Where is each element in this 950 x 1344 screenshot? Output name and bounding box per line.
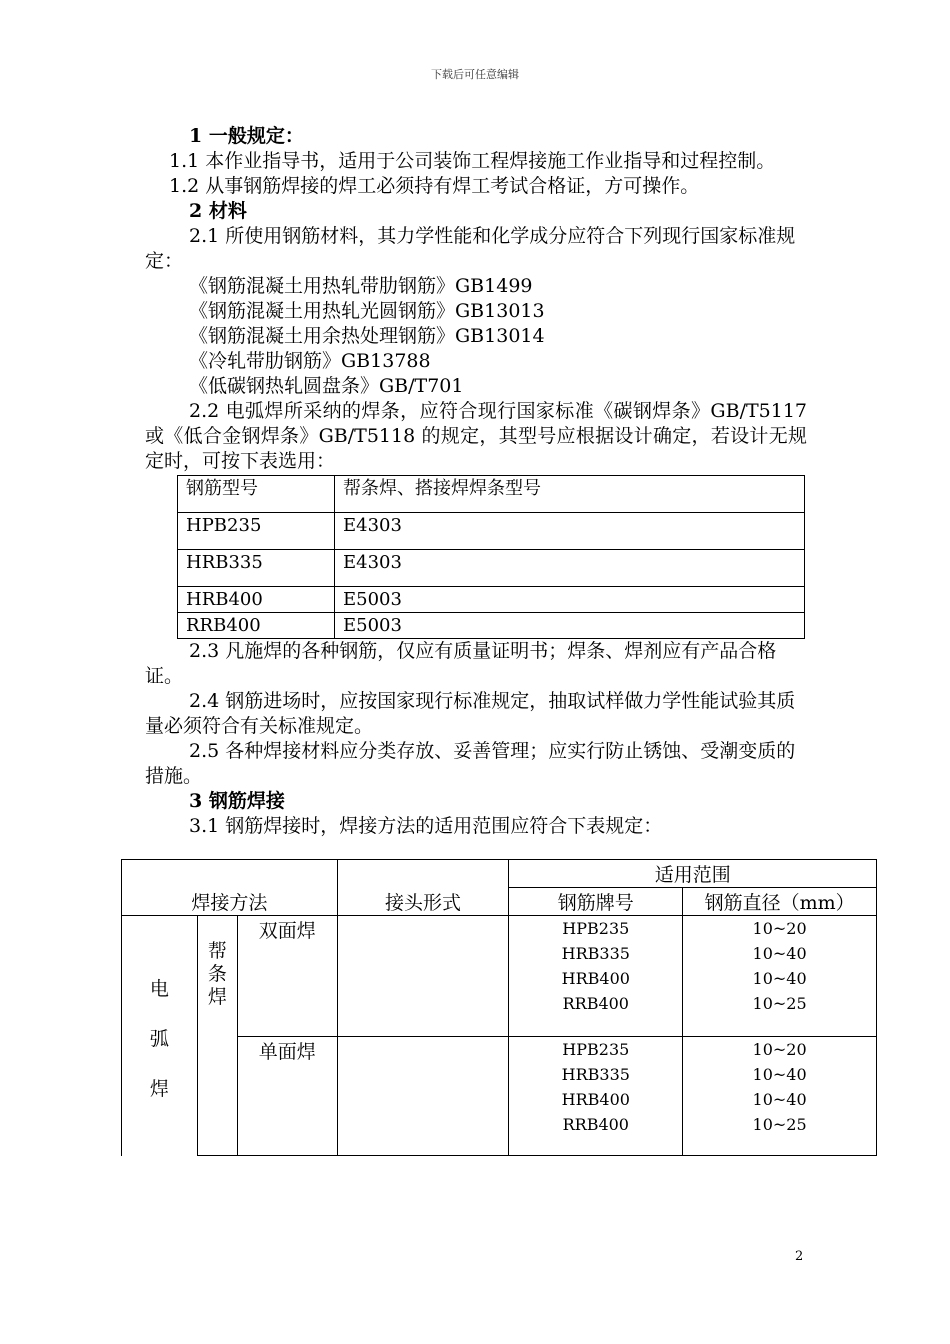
paragraph-2-2: 2.2 电弧焊所采纳的焊条，应符合现行国家标准《碳钢焊条》GB/T5117 或《低合金钢焊条》GB/T5118 的规定，其型号应根据设计确定，若设计无规定时，可按下表选用： xyxy=(145,400,807,472)
table-cell: HPB235 xyxy=(178,513,335,550)
grade-value: HPB235 xyxy=(562,1040,630,1059)
diameter-value: 10~40 xyxy=(752,1090,807,1109)
grade-value: HRB335 xyxy=(561,944,630,963)
header-scope: 适用范围 xyxy=(509,860,877,888)
table-header-cell: 钢筋型号 xyxy=(178,476,335,513)
diameter-value: 10~25 xyxy=(752,1115,807,1134)
table-header-row xyxy=(122,860,877,888)
table-header-cell: 帮条焊、搭接焊焊条型号 xyxy=(335,476,805,513)
standard-item: 《钢筋混凝土用热轧光圆钢筋》GB13013 xyxy=(189,300,545,322)
paragraph-2-3: 2.3 凡施焊的各种钢筋，仅应有质量证明书；焊条、焊剂应有产品合格证。 xyxy=(145,640,777,687)
paragraph-2-1: 2.1 所使用钢筋材料，其力学性能和化学成分应符合下列现行国家标准规定： xyxy=(145,225,796,272)
page-number: 2 xyxy=(795,1249,804,1264)
diameter-cell xyxy=(683,1037,877,1156)
table-row xyxy=(178,513,805,550)
table-row xyxy=(178,550,805,587)
table-cell: E5003 xyxy=(335,613,805,639)
group-name-cell: 双面焊 xyxy=(237,916,337,1037)
section-3-title: 3 钢筋焊接 xyxy=(189,790,285,812)
paragraph-2-5: 2.5 各种焊接材料应分类存放、妥善管理；应实行防止锈蚀、受潮变质的措施。 xyxy=(145,740,796,787)
paragraph-2-4: 2.4 钢筋进场时，应按国家现行标准规定，抽取试样做力学性能试验其质量必须符合有关标准规定。 xyxy=(145,690,796,737)
diameter-value: 10~20 xyxy=(752,1040,807,1059)
standard-item: 《钢筋混凝土用余热处理钢筋》GB13014 xyxy=(189,325,545,347)
grade-cell xyxy=(509,1037,683,1156)
grade-value: HRB400 xyxy=(561,969,630,988)
grade-value: RRB400 xyxy=(562,994,629,1013)
method-cell xyxy=(122,916,198,1156)
paragraph-1-2: 1.2 从事钢筋焊接的焊工必须持有焊工考试合格证，方可操作。 xyxy=(169,175,700,197)
diameter-value: 10~40 xyxy=(752,944,807,963)
grade-value: RRB400 xyxy=(562,1115,629,1134)
header-method-label: 焊接方法 xyxy=(191,892,268,914)
grade-value: HRB335 xyxy=(561,1065,630,1084)
header-diameter: 钢筋直径（mm） xyxy=(683,888,877,916)
standard-item: 《冷轧带肋钢筋》GB13788 xyxy=(189,350,431,372)
table-cell: HRB335 xyxy=(178,550,335,587)
standard-item: 《低碳钢热轧圆盘条》GB/T701 xyxy=(189,375,464,397)
paragraph-3-1: 3.1 钢筋焊接时，焊接方法的适用范围应符合下表规定： xyxy=(189,815,663,837)
section-1-title: 1 一般规定： xyxy=(189,125,304,147)
header-joint-label: 接头形式 xyxy=(385,892,462,914)
table-row xyxy=(122,916,877,1037)
header-joint xyxy=(337,860,509,916)
table-row xyxy=(178,587,805,613)
diameter-value: 10~40 xyxy=(752,969,807,988)
electrode-table xyxy=(177,475,805,639)
grade-cell xyxy=(509,916,683,1037)
table-cell: E5003 xyxy=(335,587,805,613)
table-cell: RRB400 xyxy=(178,613,335,639)
header-grade: 钢筋牌号 xyxy=(509,888,683,916)
grade-value: HPB235 xyxy=(562,919,630,938)
table-row xyxy=(178,613,805,639)
table-cell: E4303 xyxy=(335,513,805,550)
diameter-cell xyxy=(683,916,877,1037)
document-body xyxy=(145,124,807,839)
diameter-value: 10~25 xyxy=(752,994,807,1013)
group-name-cell: 单面焊 xyxy=(237,1037,337,1156)
diameter-value: 10~20 xyxy=(752,919,807,938)
table-header-row xyxy=(178,476,805,513)
table-cell: HRB400 xyxy=(178,587,335,613)
paragraph-1-1: 1.1 本作业指导书，适用于公司装饰工程焊接施工作业指导和过程控制。 xyxy=(169,150,776,172)
joint-cell xyxy=(337,916,509,1037)
table-cell: E4303 xyxy=(335,550,805,587)
submethod-cell xyxy=(197,916,237,1156)
standard-item: 《钢筋混凝土用热轧带肋钢筋》GB1499 xyxy=(189,275,533,297)
page-header: 下载后可任意编辑 xyxy=(431,68,519,81)
grade-value: HRB400 xyxy=(561,1090,630,1109)
submethod-label: 帮条焊 xyxy=(207,940,227,1008)
method-label: 电弧焊 xyxy=(149,978,169,1100)
joint-cell xyxy=(337,1037,509,1156)
diameter-value: 10~40 xyxy=(752,1065,807,1084)
welding-method-table xyxy=(121,859,877,1156)
header-method xyxy=(122,860,338,916)
welding-method-table-wrap xyxy=(121,859,877,1156)
section-2-title: 2 材料 xyxy=(189,200,247,222)
